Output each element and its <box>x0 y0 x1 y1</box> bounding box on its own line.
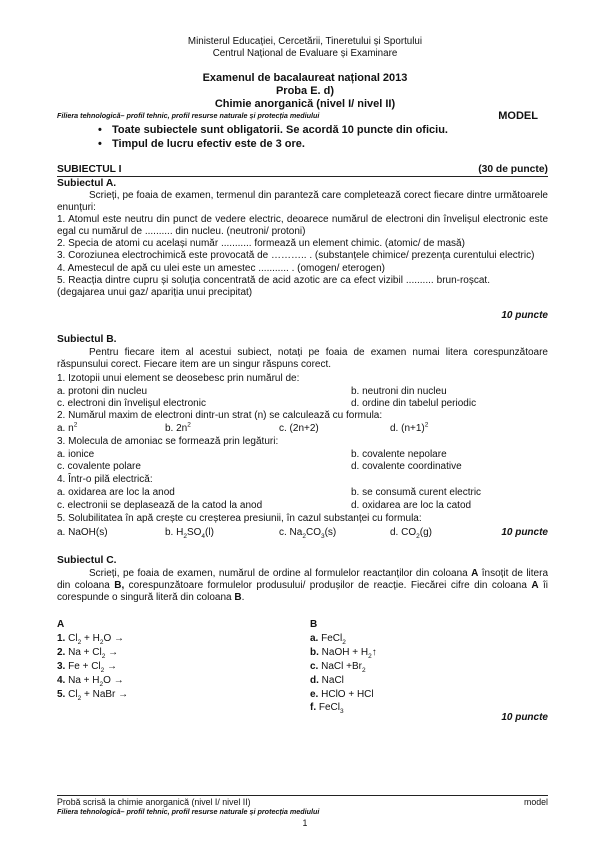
ministry-line: Ministerul Educației, Cercetării, Tineretului și Sportului <box>187 36 423 47</box>
column-a <box>57 618 128 701</box>
q2-option-c: c. (2n+2) <box>279 423 319 434</box>
q2-option-b: b. $2n^2$ <box>165 421 191 434</box>
sec-b-intro <box>57 347 548 371</box>
rule-2: • Timpul de lucru efectiv este de 3 ore. <box>98 138 305 150</box>
page-number: 1 <box>302 818 308 828</box>
sec-a-item-2: 2. Specia de atomi cu același număr ........... formează un element chimic. (atomic/ de masă) <box>57 238 465 250</box>
sec-a-item-3: 3. Coroziunea electrochimică este provocată de ……….. . (substanțele chimice/ prezența curentului electric) <box>57 250 535 262</box>
q4-option-d: d. oxidarea are loc la catod <box>351 500 472 511</box>
sec-a-points: 10 puncte <box>501 310 548 321</box>
footer-line-2: Filiera tehnologică– profil tehnic, profil resurse naturale și protecția mediului <box>57 807 320 816</box>
q5-option-c: c. $Na_2CO_3(s)$ <box>279 527 337 540</box>
q2-option-d: d. $(n+1)^2$ <box>390 421 429 434</box>
sec-b-points: 10 puncte <box>501 527 548 538</box>
exam-proba: Proba E. d) <box>275 85 335 97</box>
footer-line-1: Probă scrisă la chimie anorganică (nivel I/ nivel II) <box>57 797 251 807</box>
subiectul-1-title: SUBIECTUL I <box>57 164 122 175</box>
q1-option-a: a. protoni din nucleu <box>57 386 148 397</box>
column-a-head: A <box>57 619 65 630</box>
column-b-head: B <box>310 619 318 630</box>
q5-option-a: a. NaOH(s) <box>57 527 108 538</box>
q2-stem: 2. Numărul maxim de electroni dintr-un strat (n) se calculează cu formula: <box>57 410 383 421</box>
sec-a-item-1: 1. Atomul este neutru din punct de vedere electric, deoarece numărul de electroni din învelișul electronic este egal cu numărul de .......... din nucleu. (neutroni/ protoni) <box>57 214 548 238</box>
q4-option-c: c. electronii se deplasează de la catod la anod <box>57 500 263 511</box>
rule-1: • Toate subiectele sunt obligatorii. Se acordă 10 puncte din oficiu. <box>98 124 448 136</box>
sec-a-text <box>57 190 548 299</box>
q2-option-a: a. $n^2$ <box>57 421 78 434</box>
q1-option-c: c. electroni din învelișul electronic <box>57 398 206 409</box>
sec-a-title: Subiectul A. <box>57 178 117 189</box>
column-a-item: 1. $Cl_2 + H_2O$ → <box>57 632 125 646</box>
exam-subject: Chimie anorganică (nivel I/ nivel II) <box>214 98 396 110</box>
sec-a-item-5: 5. Reacția dintre cupru și soluția concentrată de acid azotic are ca efect vizibil .......... brun-roșcat. (degajarea unui gaz/ apariția unui precipitat) <box>57 274 490 298</box>
q1-option-d: d. ordine din tabelul periodic <box>351 398 477 409</box>
q5-option-b: b. $H_2SO_4(l)$ <box>165 527 214 540</box>
q3-option-d: d. covalente coordinative <box>351 461 462 472</box>
sec-a-item-4: 4. Amestecul de apă cu ulei este un amestec ........... . (omogen/ eterogen) <box>57 262 385 274</box>
sec-c-title: Subiectul C. <box>57 555 117 566</box>
q3-option-a: a. ionice <box>57 449 95 460</box>
exam-filiera: Filiera tehnologică– profil tehnic, profil resurse naturale și protecția mediului <box>57 111 320 120</box>
center-line: Centrul Național de Evaluare și Examinare <box>212 48 398 59</box>
column-b-item: f. FeCl$_3$ <box>310 702 344 716</box>
column-a-item: 3. $Fe + Cl_2$ → <box>57 660 118 674</box>
sec-b-intro-text: Pentru fiecare item al acestui subiect, notați pe foaia de examen numai litera corespunzătoare răspunsului corect. Fiecare item are un singur răspuns corect. <box>57 347 548 371</box>
q5-option-d: d. $CO_2(g)$ <box>390 527 432 540</box>
q1-stem: 1. Izotopii unui element se deosebesc prin numărul de: <box>57 373 300 384</box>
column-b-item: e. HClO + HCl <box>310 688 374 700</box>
q3-option-b: b. covalente nepolare <box>351 449 447 460</box>
column-b <box>310 618 377 715</box>
sec-b-title: Subiectul B. <box>57 334 117 345</box>
footer-model: model <box>524 797 548 807</box>
footer-divider <box>57 795 548 796</box>
exam-title: Examenul de bacalaureat național 2013 <box>202 72 408 84</box>
q3-stem: 3. Molecula de amoniac se formează prin legături: <box>57 436 279 447</box>
model-label: MODEL <box>498 110 538 122</box>
sec-c-intro-text: Scrieți, pe foaia de examen, numărul de ordine al formulelor reactanților din coloana A însoțit de litera din coloana B, corespunzătoare formulelor produsului/ produșilor de reacție. Fiecărei cifre din coloana A îi corespunde o singură literă din coloana B. <box>57 568 549 604</box>
column-b-item: c. NaCl $+Br_2$ <box>310 660 366 674</box>
q5-stem: 5. Solubilitatea în apă crește cu creșterea presiunii, în cazul substanței cu formula: <box>57 513 422 524</box>
sec-a-intro: Scrieți, pe foaia de examen, termenul din paranteză care completează corect fiecare dintre următoarele enunțuri: <box>57 190 548 214</box>
column-a-item: 4. $Na + H_2O$ → <box>57 674 124 688</box>
column-a-item: 5. $Cl_2$ + NaBr → <box>57 688 129 702</box>
column-b-item: b. NaOH + $H_2↑$ <box>310 646 377 660</box>
subiectul-1-points: (30 de puncte) <box>478 164 548 175</box>
column-b-item: a. FeCl$_2$ <box>310 632 346 646</box>
q4-stem: 4. Într-o pilă electrică: <box>57 474 153 485</box>
q1-option-b: b. neutroni din nucleu <box>351 386 447 397</box>
section-divider <box>57 176 548 177</box>
sec-c-intro <box>57 568 548 604</box>
q3-option-c: c. covalente polare <box>57 461 141 472</box>
column-a-item: 2. $Na + Cl_2$ → <box>57 646 119 660</box>
sec-c-points: 10 puncte <box>501 712 548 723</box>
q4-option-b: b. se consumă curent electric <box>351 487 482 498</box>
column-b-item: d. NaCl <box>310 674 344 686</box>
q4-option-a: a. oxidarea are loc la anod <box>57 487 175 498</box>
